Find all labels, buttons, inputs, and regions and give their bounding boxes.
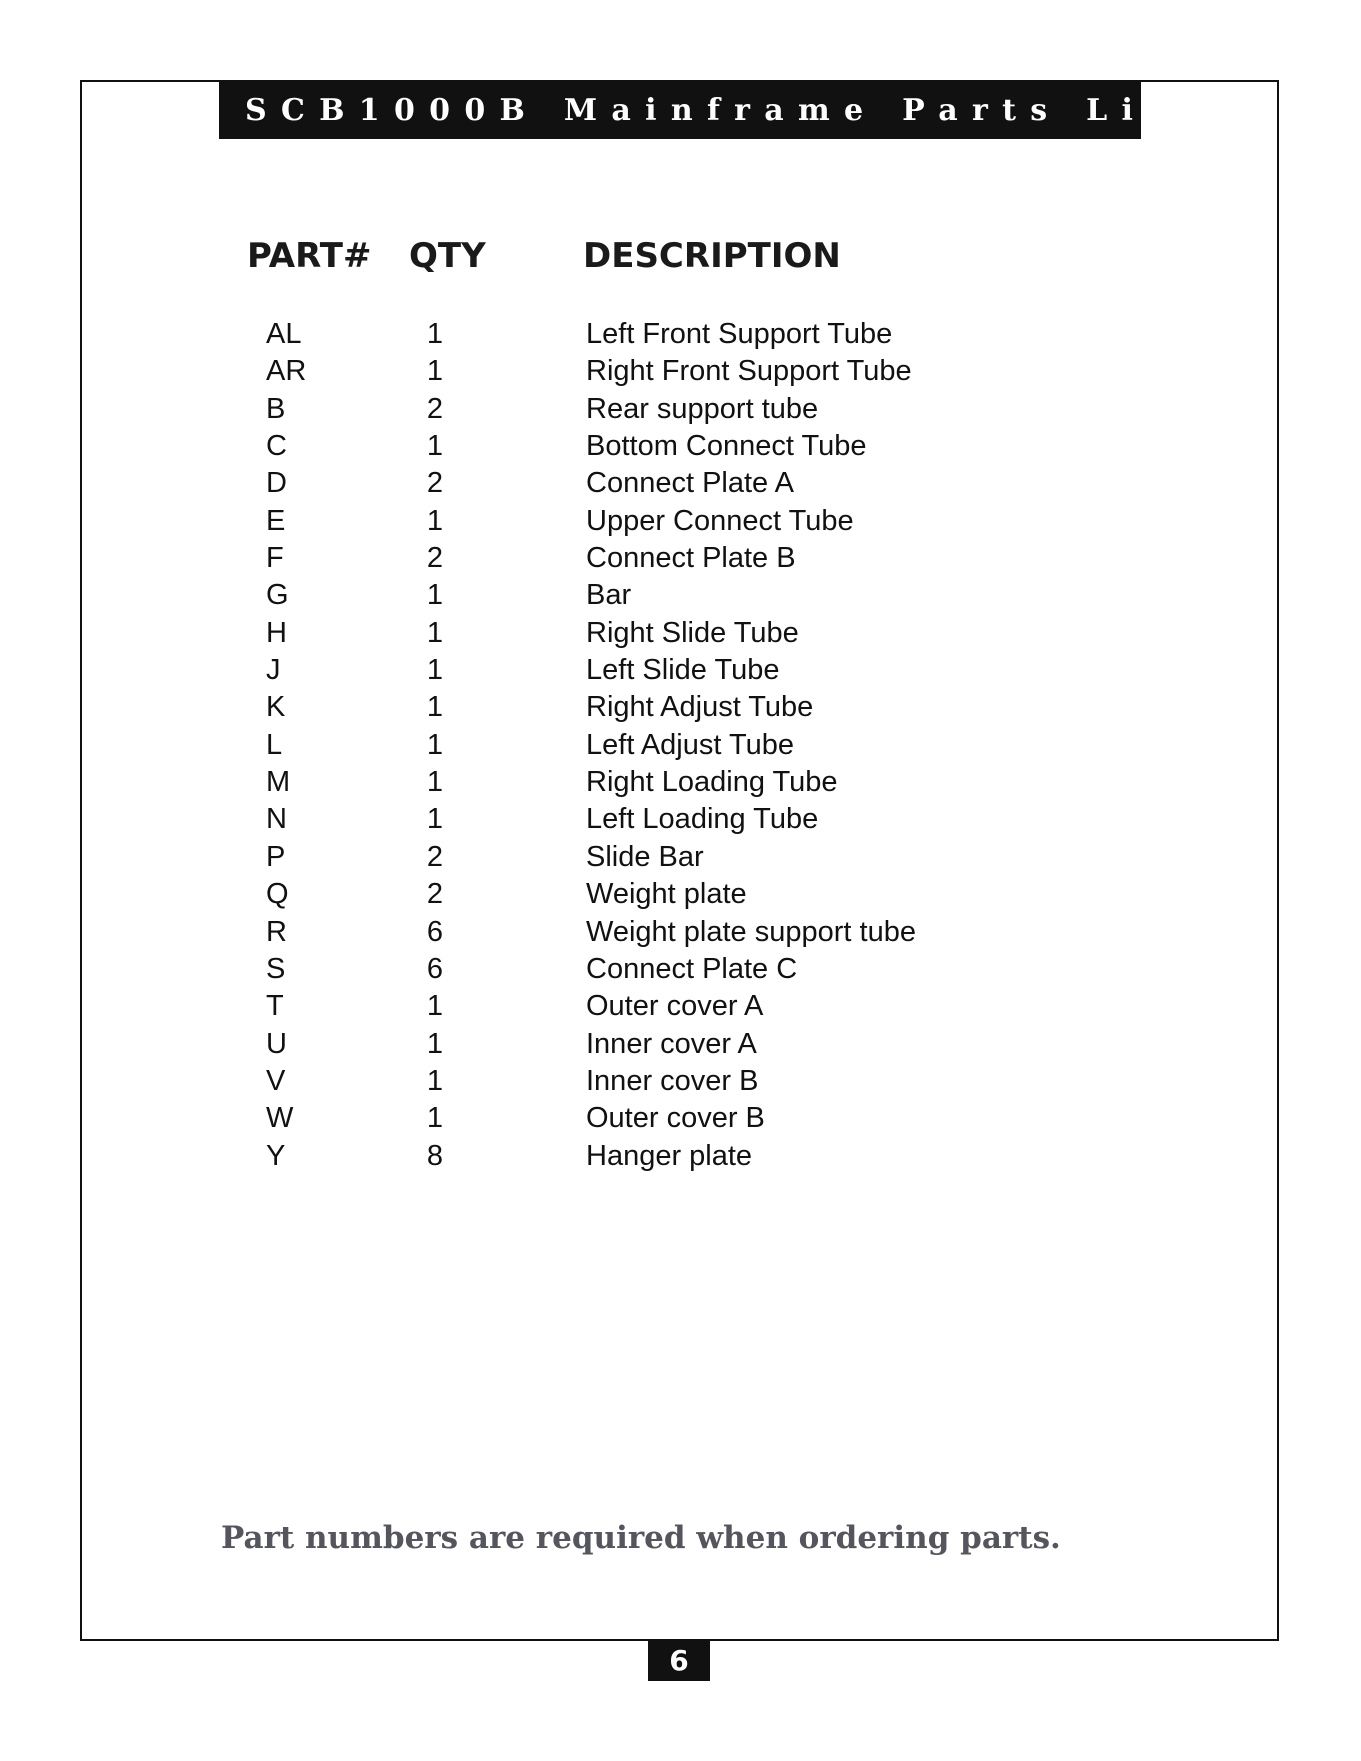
part-description: Connect Plate B bbox=[586, 542, 796, 575]
part-description: Right Slide Tube bbox=[586, 616, 799, 649]
table-row bbox=[0, 353, 1361, 390]
part-description: Outer cover A bbox=[586, 990, 764, 1023]
part-qty: 1 bbox=[426, 728, 444, 761]
part-number: G bbox=[266, 579, 289, 612]
part-description: Left Slide Tube bbox=[586, 654, 780, 687]
part-description: Inner cover B bbox=[586, 1064, 759, 1097]
table-row bbox=[0, 540, 1361, 577]
part-number: V bbox=[266, 1064, 286, 1097]
part-description: Connect Plate A bbox=[586, 467, 794, 500]
part-number: P bbox=[266, 840, 286, 873]
page-number: 6 bbox=[648, 1641, 710, 1681]
part-description: Left Front Support Tube bbox=[586, 318, 893, 350]
table-row bbox=[0, 1026, 1361, 1063]
table-row bbox=[0, 577, 1361, 614]
part-qty: 1 bbox=[426, 1102, 444, 1135]
parts-list bbox=[0, 316, 1361, 1175]
part-number: U bbox=[266, 1027, 287, 1060]
part-number: C bbox=[266, 430, 287, 463]
part-number: Q bbox=[266, 878, 289, 911]
part-number: N bbox=[266, 803, 287, 836]
table-row bbox=[0, 839, 1361, 876]
part-qty: 2 bbox=[426, 840, 444, 873]
part-description: Rear support tube bbox=[586, 392, 819, 425]
part-description: Weight plate bbox=[586, 878, 747, 911]
part-qty: 1 bbox=[426, 990, 444, 1023]
part-number: D bbox=[266, 467, 287, 500]
part-description: Connect Plate C bbox=[586, 952, 798, 985]
part-qty: 6 bbox=[426, 952, 444, 985]
part-description: Right Front Support Tube bbox=[586, 355, 912, 388]
part-number: J bbox=[266, 654, 281, 687]
part-qty: 2 bbox=[426, 392, 444, 425]
part-description: Right Loading Tube bbox=[586, 766, 838, 799]
part-number: E bbox=[266, 504, 286, 537]
part-description: Outer cover B bbox=[586, 1102, 765, 1135]
part-number: R bbox=[266, 915, 287, 948]
table-row bbox=[0, 615, 1361, 652]
part-description: Left Loading Tube bbox=[586, 803, 819, 836]
part-number: L bbox=[266, 728, 283, 761]
part-qty: 2 bbox=[426, 467, 444, 500]
part-qty: 1 bbox=[426, 355, 444, 388]
part-description: Bottom Connect Tube bbox=[586, 430, 867, 463]
part-qty: 1 bbox=[426, 616, 444, 649]
part-number: AL bbox=[266, 318, 302, 350]
table-row bbox=[0, 316, 1361, 353]
part-number: F bbox=[266, 542, 284, 575]
column-header-description: DESCRIPTION bbox=[583, 236, 841, 276]
column-header-part: PART# bbox=[247, 236, 372, 276]
part-qty: 2 bbox=[426, 878, 444, 911]
ordering-note: Part numbers are required when ordering parts. bbox=[221, 1520, 1061, 1556]
part-qty: 1 bbox=[426, 803, 444, 836]
part-qty: 6 bbox=[426, 915, 444, 948]
table-row bbox=[0, 1138, 1361, 1175]
table-row bbox=[0, 391, 1361, 428]
table-row bbox=[0, 1063, 1361, 1100]
part-description: Right Adjust Tube bbox=[586, 691, 814, 724]
table-row bbox=[0, 801, 1361, 838]
part-qty: 1 bbox=[426, 579, 444, 612]
table-row bbox=[0, 1100, 1361, 1137]
part-description: Weight plate support tube bbox=[586, 915, 916, 948]
part-number: M bbox=[266, 766, 291, 799]
part-qty: 1 bbox=[426, 691, 444, 724]
table-row bbox=[0, 465, 1361, 502]
part-number: Y bbox=[266, 1139, 286, 1172]
table-row bbox=[0, 876, 1361, 913]
part-qty: 8 bbox=[426, 1139, 444, 1172]
part-qty: 1 bbox=[426, 1064, 444, 1097]
part-number: AR bbox=[266, 355, 307, 388]
part-description: Inner cover A bbox=[586, 1027, 757, 1060]
part-number: T bbox=[266, 990, 284, 1023]
part-qty: 1 bbox=[426, 430, 444, 463]
part-description: Slide Bar bbox=[586, 840, 704, 873]
table-row bbox=[0, 988, 1361, 1025]
part-qty: 1 bbox=[426, 1027, 444, 1060]
table-row bbox=[0, 764, 1361, 801]
table-row bbox=[0, 503, 1361, 540]
part-number: K bbox=[266, 691, 286, 724]
part-number: S bbox=[266, 952, 286, 985]
table-row bbox=[0, 951, 1361, 988]
table-row bbox=[0, 428, 1361, 465]
table-row bbox=[0, 652, 1361, 689]
part-description: Hanger plate bbox=[586, 1139, 753, 1172]
table-row bbox=[0, 689, 1361, 726]
part-number: W bbox=[266, 1102, 294, 1135]
part-number: H bbox=[266, 616, 287, 649]
page-title: SCB1000B Mainframe Parts List bbox=[245, 92, 1207, 128]
table-row bbox=[0, 914, 1361, 951]
part-description: Upper Connect Tube bbox=[586, 504, 854, 537]
part-qty: 1 bbox=[426, 318, 444, 350]
title-banner bbox=[219, 81, 1207, 139]
part-qty: 1 bbox=[426, 654, 444, 687]
part-description: Bar bbox=[586, 579, 632, 612]
part-number: B bbox=[266, 392, 286, 425]
column-header-qty: QTY bbox=[409, 236, 486, 276]
part-qty: 1 bbox=[426, 766, 444, 799]
part-qty: 2 bbox=[426, 542, 444, 575]
part-qty: 1 bbox=[426, 504, 444, 537]
part-description: Left Adjust Tube bbox=[586, 728, 794, 761]
table-row bbox=[0, 727, 1361, 764]
